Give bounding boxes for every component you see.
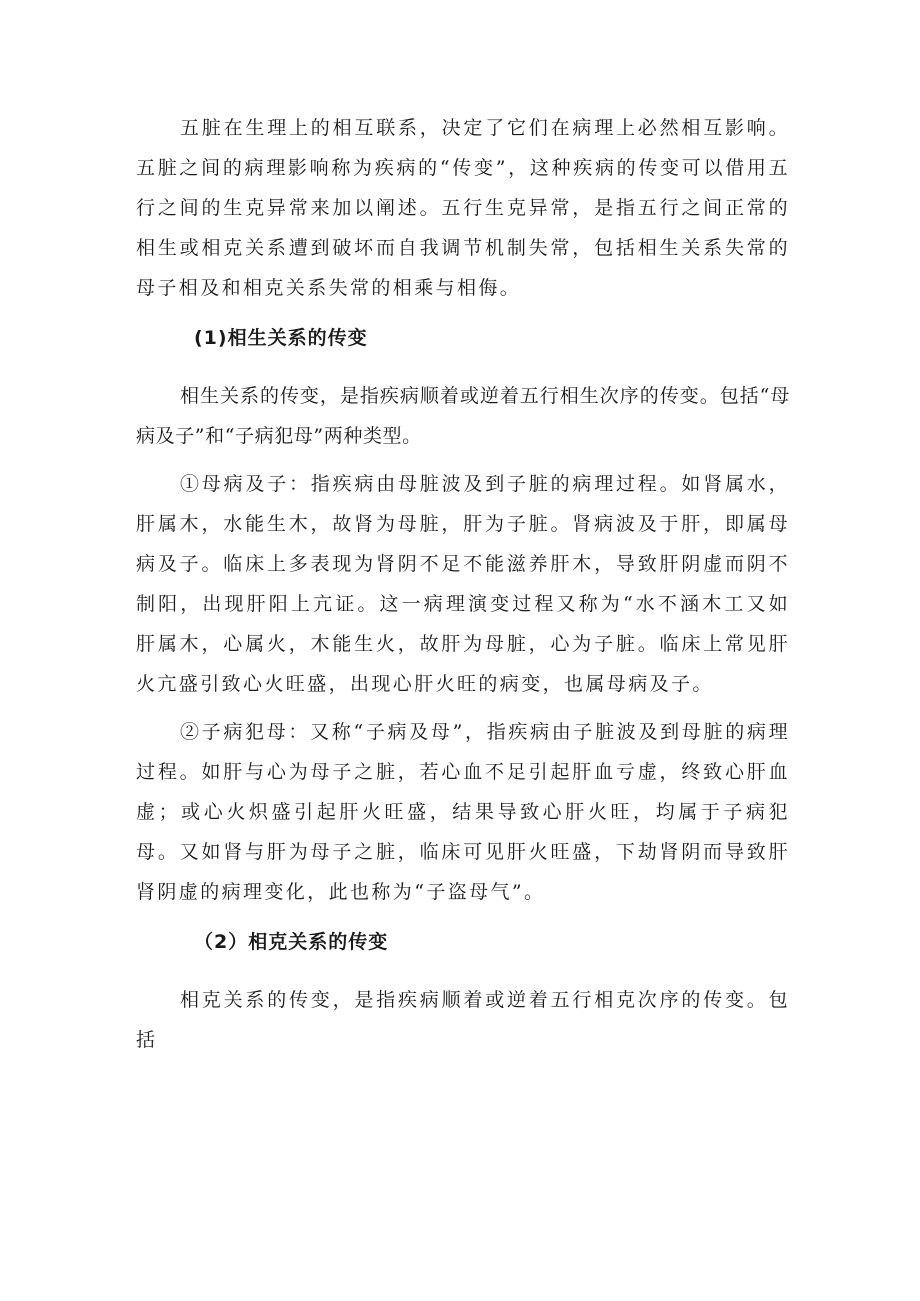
paragraph-sheng-definition: 相生关系的传变，是指疾病顺着或逆着五行相生次序的传变。包括“母病及子”和“子病犯母”两种类型。 <box>136 385 790 447</box>
paragraph-zi-bing-fan-mu: ②子病犯母：又称“子病及母”，指疾病由子脏波及到母脏的病理过程。如肝与心为母子之脏，若心血不足引起肝血亏虚，终致心肝血虚；或心火炽盛引起肝火旺盛，结果导致心肝火旺，均属于子病犯母。又如肾与肝为母子之脏，临床可见肝火旺盛，下劫肾阴而导致肝肾阴虚的病理变化，此也称为“子盗母气”。 <box>136 721 790 903</box>
document-page <box>136 108 790 1060</box>
paragraph-intro: 五脏在生理上的相互联系，决定了它们在病理上必然相互影响。五脏之间的病理影响称为疾病的“传变”，这种疾病的传变可以借用五行之间的生克异常来加以阐述。五行生克异常，是指五行之间正常的相生或相克关系遭到破坏而自我调节机制失常，包括相生关系失常的母子相及和相克关系失常的相乘与相侮。 <box>136 117 790 299</box>
section-heading-1: (1)相生关系的传变 <box>194 327 368 349</box>
paragraph-mu-bing-ji-zi: ①母病及子：指疾病由母脏波及到子脏的病理过程。如肾属水，肝属木，水能生木，故肾为母脏，肝为子脏。肾病波及于肝，即属母病及子。临床上多表现为肾阴不足不能滋养肝木，导致肝阴虚而阴不制阳，出现肝阳上亢证。这一病理演变过程又称为“水不涵木工又如肝属木，心属火，木能生火，故肝为母脏，心为子脏。临床上常见肝火亢盛引致心火旺盛，出现心肝火旺的病变，也属母病及子。 <box>136 473 790 695</box>
section-heading-2: （2）相克关系的传变 <box>194 931 389 953</box>
paragraph-ke-definition: 相克关系的传变，是指疾病顺着或逆着五行相克次序的传变。包括 <box>136 989 790 1051</box>
